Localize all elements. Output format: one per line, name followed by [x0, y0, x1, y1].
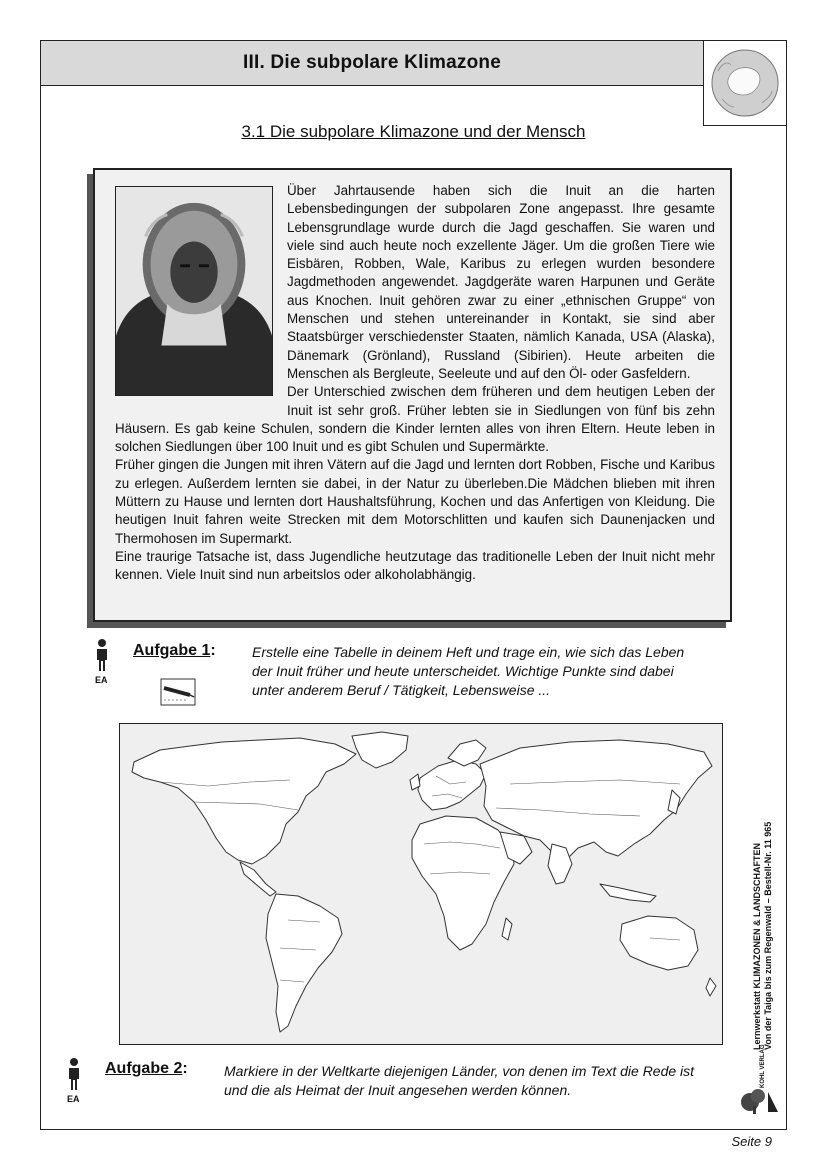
- pencil-writing-icon: [160, 678, 196, 706]
- africa-shape: [412, 816, 514, 950]
- inuit-portrait-image: [115, 186, 273, 396]
- indonesia-shape: [600, 884, 656, 902]
- task2-title: [105, 1060, 188, 1078]
- student-icon: [95, 638, 109, 674]
- task2-title-colon: :: [182, 1060, 188, 1077]
- chapter-title: III. Die subpolare Klimazone: [243, 52, 501, 73]
- greenland-shape: [352, 732, 408, 768]
- world-map[interactable]: [120, 724, 721, 1043]
- task1-badge: EA: [95, 675, 108, 685]
- section-title: 3.1 Die subpolare Klimazone und der Mensch: [241, 122, 586, 141]
- europe-shape: [418, 760, 486, 810]
- article-paragraph-3: Früher gingen die Jungen mit ihren Vätern auf die Jagd und lernten dort Robben, Fische und Karibus zu erlegen. Außerdem lernten sie dabei, in der Natur zu überleben.Die Mädchen blieben mit ihren Müttern zu Hause und lernten dort Haushaltsführung, Kochen und das Anfertigen von Kleidung. Die heutigen Inuit fahren weite Strecken mit dem Motorschlitten und kaufen sich Daunenjacken und Thermohosen im Supermarkt.: [115, 457, 715, 546]
- publisher-sidebar: [752, 760, 792, 1050]
- globe-box: [703, 40, 787, 126]
- article-paragraph-2: Der Unterschied zwischen dem früheren und dem heutigen Leben der Inuit ist sehr groß. Früher lebten sie in Siedlungen von fünf bis zehn Häusern. Es gab keine Schulen, sondern die Kinder lernten alles von ihren Eltern. Heute leben in solchen Siedlungen über 100 Inuit und es gibt Schulen und Supermärkte.: [115, 384, 715, 455]
- publisher-name: KOHL VERLAG: [760, 1044, 766, 1088]
- world-map-box[interactable]: [119, 723, 723, 1045]
- madagascar-shape: [502, 918, 512, 940]
- student-icon-2: [67, 1057, 81, 1093]
- task1-title: [133, 642, 216, 660]
- task2-text: Markiere in der Weltkarte diejenigen Länder, von denen im Text die Rede ist und die als Heimat der Inuit angesehen werden können.: [224, 1063, 695, 1098]
- task2-title-text: Aufgabe 2: [105, 1060, 183, 1077]
- task1-text: Erstelle eine Tabelle in deinem Heft und trage ein, wie sich das Leben der Inuit früher und heute unterscheidet. Wichtige Punkte sind dabei unter anderem Beruf / Tätigkeit, Lebensweise ...: [252, 644, 685, 698]
- article-box: [93, 168, 732, 622]
- new-zealand-shape: [706, 978, 716, 996]
- chapter-header: [40, 40, 704, 86]
- sidebar-line-2: Von der Taiga bis zum Regenwald – Bestell-Nr. 11 965: [763, 821, 773, 1050]
- publisher-logo: [738, 1044, 784, 1116]
- south-america-shape: [266, 894, 342, 1032]
- north-america-shape: [132, 738, 356, 864]
- task1-title-text: Aufgabe 1: [133, 642, 211, 659]
- article-paragraph-1: Über Jahrtausende haben sich die Inuit an die harten Lebensbedingungen der subpolaren Zone angepasst. Ihre gesamte Lebensgrundlage wurde durch die Jagd geschaffen. Sie waren und viele sind auch heute noch exzellente Jäger. Um die großen Tiere wie Eisbären, Robben, Wale, Karibus zu erlegen wurden besondere Jagdmethoden angewendet. Jagdgeräte waren Harpunen und Geräte aus Knochen. Inuit gehören zwar zu einer „ethnischen Gruppe“ von Menschen und stehen untereinander in Kontakt, sie sind aber Staatsbürger verschiedenster Staaten, nämlich Kanada, USA (Alaska), Dänemark (Grönland), Russland (Sibirien). Heute arbeiten die Menschen als Bergleute, Seeleute und auf den Öl- oder Gasfeldern.: [287, 183, 715, 381]
- task1-title-colon: :: [210, 642, 216, 659]
- page-number: Seite 9: [731, 1134, 772, 1149]
- sidebar-line-1: Lernwerkstatt KLIMAZONEN & LANDSCHAFTEN: [752, 842, 762, 1050]
- australia-shape: [620, 916, 698, 970]
- sidebar-text: [752, 760, 792, 1050]
- task2-badge: EA: [67, 1094, 80, 1104]
- globe-icon: [704, 41, 786, 125]
- central-america-shape: [240, 862, 276, 896]
- article-paragraph-4: Eine traurige Tatsache ist, dass Jugendliche heutzutage das traditionelle Leben der Inuit nicht mehr kennen. Viele Inuit sind nun arbeitslos oder alkoholabhängig.: [115, 548, 715, 583]
